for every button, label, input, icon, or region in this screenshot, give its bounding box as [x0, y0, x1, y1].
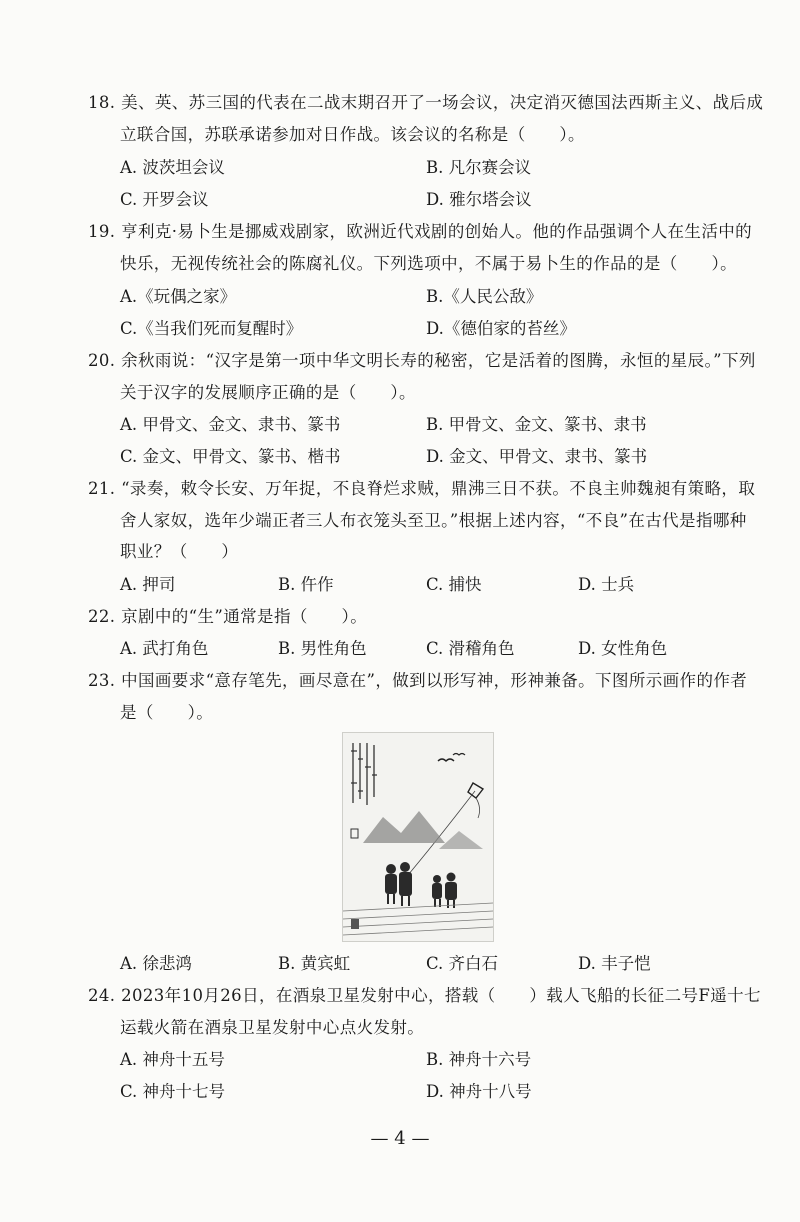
question-20-option-c: C. 金文、甲骨文、篆书、楷书 [120, 447, 341, 466]
question-24-line-2: 运载火箭在酒泉卫星发射中心点火发射。 [120, 1018, 425, 1037]
question-21-line-3: 职业？（ ） [120, 542, 239, 561]
question-18-option-b: B. 凡尔赛会议 [426, 158, 532, 177]
question-23-line-2: 是（ ）。 [120, 703, 214, 722]
question-20-line-1: 20. 余秋雨说：“汉字是第一项中华文明长寿的秘密，它是活着的图腾，永恒的星辰。”下列 [88, 351, 756, 370]
question-20-option-a: A. 甲骨文、金文、隶书、篆书 [120, 415, 341, 434]
question-21-line-1: 21. “录奏，敕令长安、万年捉，不良脊烂求贼，鼎沸三日不获。不良主帅魏昶有策略，取 [88, 479, 756, 498]
question-23-option-c: C. 齐白石 [426, 954, 499, 973]
question-19-option-b: B.《人民公敌》 [426, 287, 543, 306]
question-18-option-d: D. 雅尔塔会议 [426, 190, 532, 209]
question-23-option-a: A. 徐悲鸿 [120, 954, 192, 973]
question-18-option-c: C. 开罗会议 [120, 190, 209, 209]
question-22-option-b: B. 男性角色 [278, 639, 367, 658]
question-21-option-a: A. 押司 [120, 575, 176, 594]
question-18-line-2: 立联合国，苏联承诺参加对日作战。该会议的名称是（ ）。 [120, 125, 585, 144]
question-24-option-d: D. 神舟十八号 [426, 1082, 532, 1101]
question-22-option-d: D. 女性角色 [578, 639, 668, 658]
question-23-line-1: 23. 中国画要求“意存笔先，画尽意在”，做到以形写神，形神兼备。下图所示画作的作者 [88, 671, 748, 690]
question-24-option-a: A. 神舟十五号 [120, 1050, 225, 1069]
question-20-line-2: 关于汉字的发展顺序正确的是（ ）。 [120, 383, 416, 402]
question-23-option-b: B. 黄宾虹 [278, 954, 351, 973]
kite-painting-image [343, 733, 493, 941]
question-24-option-b: B. 神舟十六号 [426, 1050, 532, 1069]
question-18-line-1: 18. 美、英、苏三国的代表在二战末期召开了一场会议，决定消灭德国法西斯主义、战后成 [88, 93, 764, 112]
question-23-option-d: D. 丰子恺 [578, 954, 651, 973]
question-19-option-c: C.《当我们死而复醒时》 [120, 319, 303, 338]
question-21-option-c: C. 捕快 [426, 575, 482, 594]
question-19-line-1: 19. 亨利克·易卜生是挪威戏剧家，欧洲近代戏剧的创始人。他的作品强调个人在生活中的 [88, 222, 753, 241]
question-24-line-1: 24. 2023年10月26日，在酒泉卫星发射中心，搭载（ ）载人飞船的长征二号F遥十七 [88, 986, 761, 1005]
question-22-option-a: A. 武打角色 [120, 639, 209, 658]
question-24-option-c: C. 神舟十七号 [120, 1082, 226, 1101]
question-21-option-b: B. 仵作 [278, 575, 334, 594]
question-19-option-a: A.《玩偶之家》 [120, 287, 237, 306]
question-21-line-2: 舍人家奴，选年少端正者三人布衣笼头至卫。”根据上述内容，“不良”在古代是指哪种 [120, 511, 747, 530]
page-number: — 4 — [370, 1128, 430, 1149]
question-21-option-d: D. 士兵 [578, 575, 635, 594]
question-19-option-d: D.《德伯家的苔丝》 [426, 319, 576, 338]
question-18-option-a: A. 波茨坦会议 [120, 158, 225, 177]
question-22-line-1: 22. 京剧中的“生”通常是指（ ）。 [88, 607, 368, 626]
question-20-option-b: B. 甲骨文、金文、篆书、隶书 [426, 415, 647, 434]
question-20-option-d: D. 金文、甲骨文、隶书、篆书 [426, 447, 648, 466]
question-19-line-2: 快乐，无视传统社会的陈腐礼仪。下列选项中，不属于易卜生的作品的是（ ）。 [120, 254, 738, 273]
question-22-option-c: C. 滑稽角色 [426, 639, 515, 658]
kite-painting-figure [342, 732, 494, 942]
